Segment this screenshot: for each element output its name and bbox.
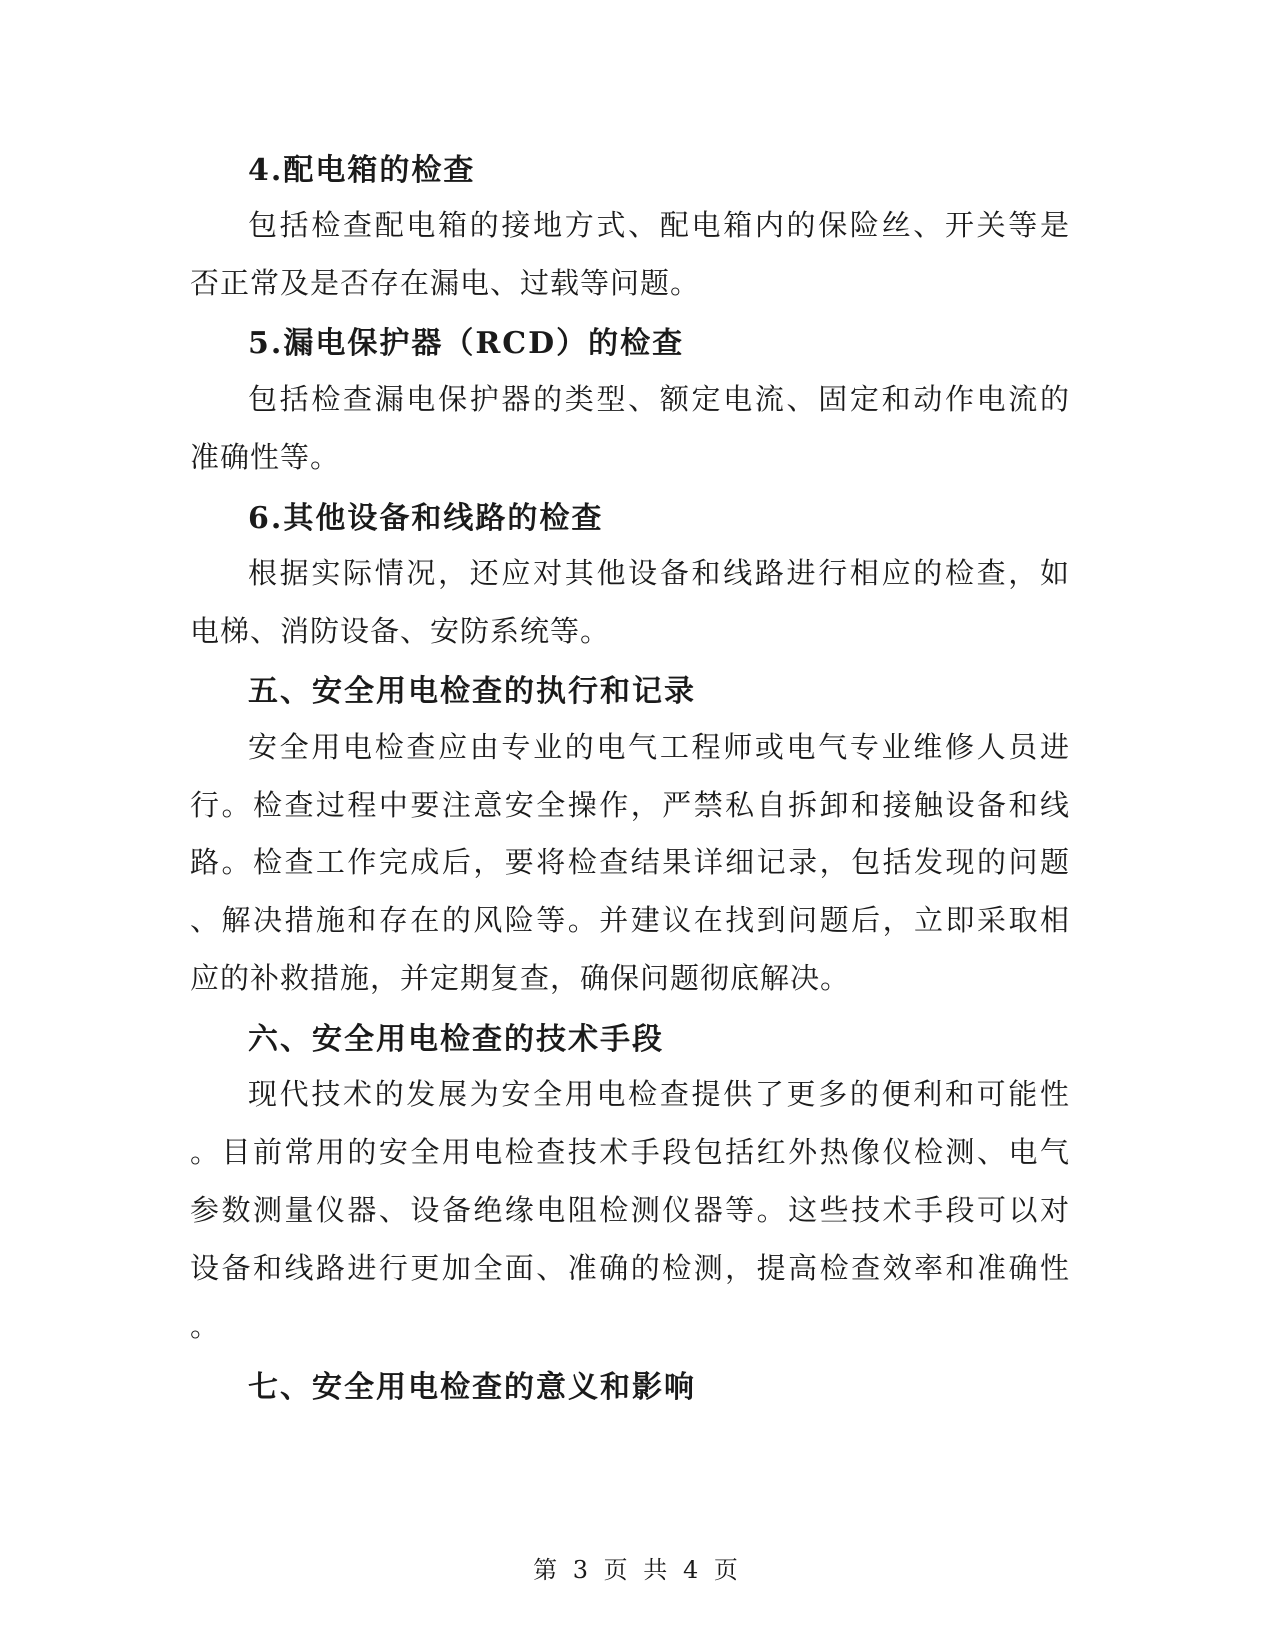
section-heading-5: 5.漏电保护器（RCD）的检查: [248, 326, 685, 361]
paragraph-line: 。: [190, 1309, 221, 1343]
section-heading-seven: 七、安全用电检查的意义和影响: [248, 1370, 696, 1405]
page-footer: 第 3 页 共 4 页: [533, 1556, 742, 1584]
paragraph-line: 安全用电检查应由专业的电气工程师或电气专业维修人员进: [248, 730, 1070, 764]
section-heading-4: 4.配电箱的检查: [248, 153, 476, 188]
paragraph-line: 现代技术的发展为安全用电检查提供了更多的便利和可能性: [248, 1077, 1070, 1111]
section-heading-six: 六、安全用电检查的技术手段: [248, 1022, 664, 1057]
section-heading-6: 6.其他设备和线路的检查: [248, 501, 604, 536]
paragraph-line: 电梯、消防设备、安防系统等。: [190, 614, 611, 648]
paragraph-line: 准确性等。: [190, 440, 341, 474]
paragraph-line: 设备和线路进行更加全面、准确的检测，提高检查效率和准确性: [190, 1251, 1070, 1285]
paragraph-line: 应的补救措施，并定期复查，确保问题彻底解决。: [190, 961, 851, 995]
paragraph-line: 行。检查过程中要注意安全操作，严禁私自拆卸和接触设备和线: [190, 788, 1070, 822]
paragraph-line: 包括检查漏电保护器的类型、额定电流、固定和动作电流的: [248, 382, 1070, 416]
paragraph-line: 、解决措施和存在的风险等。并建议在找到问题后，立即采取相: [190, 903, 1070, 937]
paragraph-line: 路。检查工作完成后，要将检查结果详细记录，包括发现的问题: [190, 845, 1070, 879]
paragraph-line: 否正常及是否存在漏电、过载等问题。: [190, 266, 701, 300]
paragraph-line: 参数测量仪器、设备绝缘电阻检测仪器等。这些技术手段可以对: [190, 1193, 1070, 1227]
section-heading-five: 五、安全用电检查的执行和记录: [248, 674, 696, 709]
paragraph-line: 。目前常用的安全用电检查技术手段包括红外热像仪检测、电气: [190, 1135, 1070, 1169]
paragraph-line: 根据实际情况，还应对其他设备和线路进行相应的检查，如: [248, 556, 1070, 590]
paragraph-line: 包括检查配电箱的接地方式、配电箱内的保险丝、开关等是: [248, 208, 1070, 242]
